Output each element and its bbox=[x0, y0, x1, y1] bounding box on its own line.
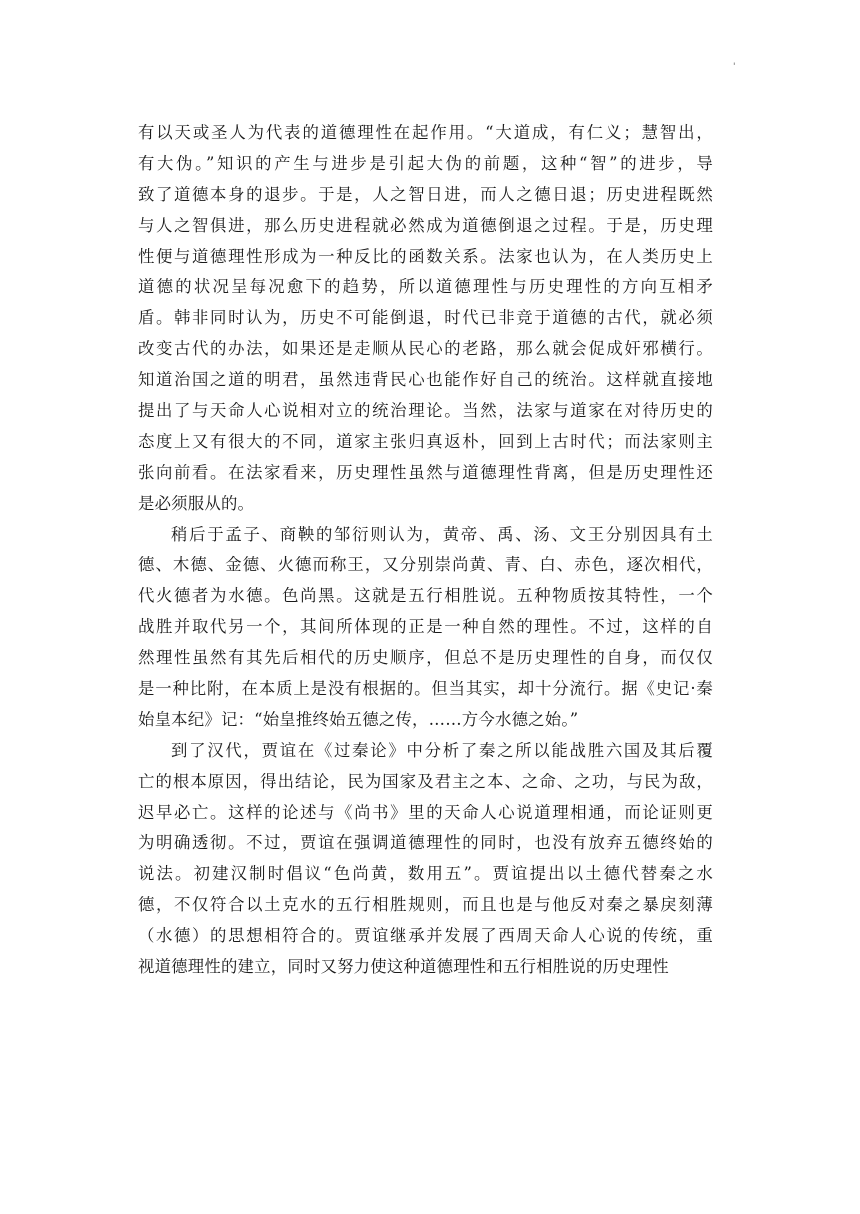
text-line: 战胜并取代另一个，其间所体现的正是一种自然的理性。不过，这样的自 bbox=[138, 617, 713, 637]
text-line: 知道治国之道的明君，虽然违背民心也能作好自己的统治。这样就直接地 bbox=[138, 370, 713, 390]
text-line: 盾。韩非同时认为，历史不可能倒退，时代已非竞于道德的古代，就必须 bbox=[138, 308, 713, 328]
text-line: 态度上又有很大的不同，道家主张归真返朴，回到上古时代；而法家则主 bbox=[138, 431, 713, 451]
text-line: 为明确透彻。不过，贾谊在强调道德理性的同时，也没有放弃五德终始的 bbox=[138, 833, 713, 853]
text-line: 提出了与天命人心说相对立的统治理论。当然，法家与道家在对待历史的 bbox=[138, 401, 713, 421]
text-line: 稍后于孟子、商鞅的邹衍则认为，黄帝、禹、汤、文王分别因具有土 bbox=[171, 524, 713, 544]
text-line: 到了汉代，贾谊在《过秦论》中分析了秦之所以能战胜六国及其后覆 bbox=[171, 740, 713, 760]
text-line: 是必须服从的。 bbox=[138, 493, 255, 513]
text-line: 性便与道德理性形成为一种反比的函数关系。法家也认为，在人类历史上 bbox=[138, 246, 713, 266]
text-line: （水德）的思想相符合的。贾谊继承并发展了西周天命人心说的传统，重 bbox=[138, 926, 713, 946]
text-line: 视道德理性的建立，同时又努力使这种道德理性和五行相胜说的历史理性 bbox=[138, 957, 669, 977]
text-line: 与人之智俱进，那么历史进程就必然成为道德倒退之过程。于是，历史理 bbox=[138, 215, 713, 235]
text-line: 始皇本纪》记：“始皇推终始五德之传，……方今水德之始。” bbox=[138, 709, 579, 729]
text-line: 道德的状况呈每况愈下的趋势，所以道德理性与历史理性的方向互相矛 bbox=[138, 277, 713, 297]
text-line: 致了道德本身的退步。于是，人之智日进，而人之德日退；历史进程既然 bbox=[138, 184, 713, 204]
text-line: 改变古代的办法，如果还是走顺从民心的老路，那么就会促成奸邪横行。 bbox=[138, 339, 713, 359]
text-line: 亡的根本原因，得出结论，民为国家及君主之本、之命、之功，与民为敌， bbox=[138, 771, 713, 791]
body-text bbox=[138, 118, 713, 983]
text-line: 说法。初建汉制时倡议“色尚黄，数用五”。贾谊提出以土德代替秦之水 bbox=[138, 864, 713, 884]
text-line: 张向前看。在法家看来，历史理性虽然与道德理性背离，但是历史理性还 bbox=[138, 462, 713, 482]
text-line: 德，不仅符合以土克水的五行相胜规则，而且也是与他反对秦之暴戾刻薄 bbox=[138, 895, 713, 915]
text-line: 有以天或圣人为代表的道德理性在起作用。“大道成，有仁义；慧智出， bbox=[138, 123, 713, 142]
text-line: 有大伪。”知识的产生与进步是引起大伪的前题，这种“智”的进步，导 bbox=[138, 153, 713, 173]
text-line: 然理性虽然有其先后相代的历史顺序，但总不是历史理性的自身，而仅仅 bbox=[138, 648, 713, 668]
text-line: 是一种比附，在本质上是没有根据的。但当其实，却十分流行。据《史记·秦 bbox=[138, 679, 713, 699]
text-line: 德、木德、金德、火德而称王，又分别崇尚黄、青、白、赤色，逐次相代， bbox=[138, 555, 713, 575]
corner-mark: ' bbox=[733, 62, 736, 72]
text-line: 迟早必亡。这样的论述与《尚书》里的天命人心说道理相通，而论证则更 bbox=[138, 802, 713, 822]
text-line: 代火德者为水德。色尚黑。这就是五行相胜说。五种物质按其特性，一个 bbox=[138, 586, 713, 606]
